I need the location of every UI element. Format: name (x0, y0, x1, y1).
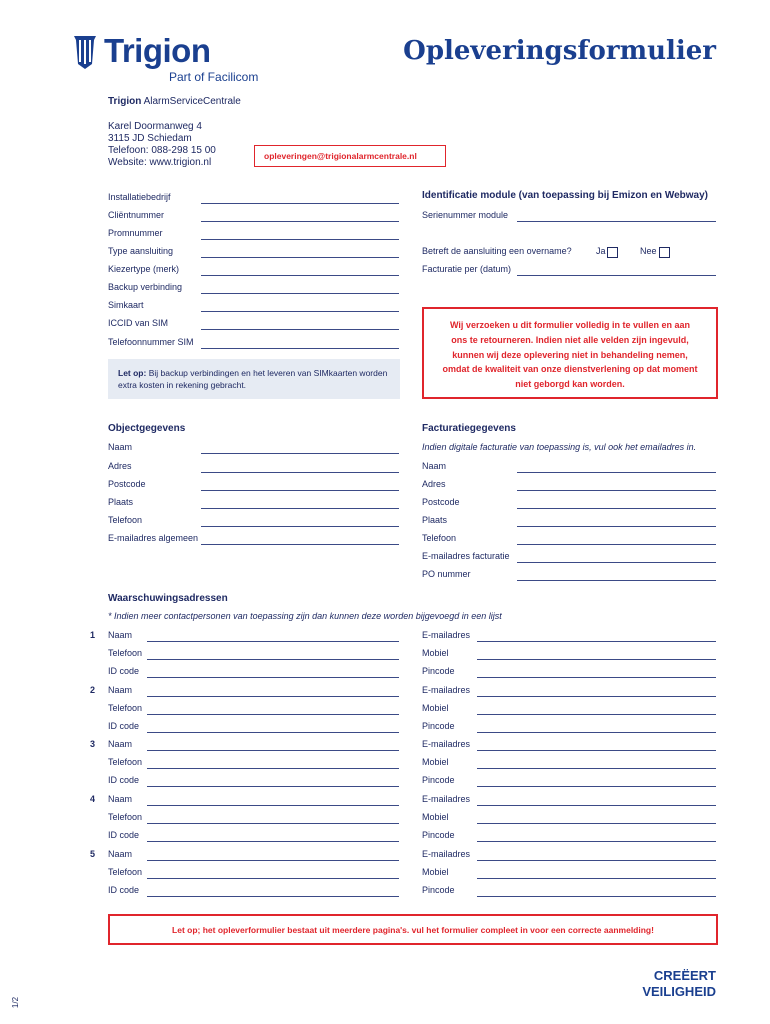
logo-subtitle: Part of Facilicom (169, 70, 259, 84)
contact-field-label: Mobiel (422, 757, 449, 767)
object-field-label: Postcode (108, 479, 146, 489)
object-field-input[interactable] (201, 490, 399, 491)
slogan-line-2: VEILIGHEID (642, 984, 716, 999)
contact-field-input[interactable] (147, 860, 399, 861)
contact-field-input[interactable] (147, 896, 399, 897)
billing-date-input[interactable] (517, 275, 716, 276)
contact-field-input[interactable] (147, 732, 399, 733)
contact-field-label: Telefoon (108, 703, 143, 713)
contact-field-input[interactable] (477, 732, 716, 733)
installation-field-label: Kiezertype (merk) (108, 264, 180, 274)
billing-field-label: Postcode (422, 497, 460, 507)
contact-field-label: Pincode (422, 666, 455, 676)
serial-label: Serienummer module (422, 210, 509, 220)
contact-field-label: ID code (108, 721, 140, 731)
billing-field-label: E-mailadres facturatie (422, 551, 510, 561)
billing-field-input[interactable] (517, 508, 716, 509)
takeover-question: Betreft de aansluiting een overname? (422, 246, 572, 256)
email-address: opleveringen@trigionalarmcentrale.nl (264, 151, 417, 161)
backup-note (108, 359, 400, 399)
installation-field-input[interactable] (201, 221, 399, 222)
contact-field-input[interactable] (477, 805, 716, 806)
installation-field-input[interactable] (201, 203, 399, 204)
contact-field-input[interactable] (147, 641, 399, 642)
contact-field-label: Mobiel (422, 648, 449, 658)
organization-rest: AlarmServiceCentrale (141, 96, 241, 107)
installation-field-input[interactable] (201, 329, 399, 330)
contact-field-label: Mobiel (422, 867, 449, 877)
contact-field-input[interactable] (477, 878, 716, 879)
slogan-line-1: CREËERT (653, 968, 716, 983)
yes-checkbox[interactable] (607, 247, 618, 258)
completion-warning-text: Wij verzoeken u dit formulier volledig in te vullen en aan ons te retourneren. Indien niet alle velden zijn ingevuld, kunnen wij deze oplevering niet in behandeling nemen, omdat de kwaliteit van onze dienstverlening op dat moment niet geborgd kan worden. (442, 320, 698, 390)
contact-field-label: Telefoon (108, 867, 143, 877)
contact-field-label: ID code (108, 775, 140, 785)
object-heading: Objectgegevens (108, 423, 186, 434)
contact-field-label: Naam (108, 685, 133, 695)
warning-addresses-heading: Waarschuwingsadressen (108, 593, 228, 604)
object-field-input[interactable] (201, 526, 399, 527)
contact-field-input[interactable] (477, 714, 716, 715)
address-city: 3115 JD Schiedam (108, 133, 192, 144)
contact-field-label: Naam (108, 849, 133, 859)
note-label: Let op: (118, 368, 147, 378)
contact-field-label: Mobiel (422, 812, 449, 822)
installation-field-label: Simkaart (108, 300, 144, 310)
billing-field-label: Adres (422, 479, 446, 489)
billing-note: Indien digitale facturatie van toepassing is, vul ook het emailadres in. (422, 442, 697, 452)
contact-field-input[interactable] (477, 641, 716, 642)
installation-field-label: Type aansluiting (108, 246, 174, 256)
yes-label: Ja (596, 246, 606, 256)
contact-field-input[interactable] (477, 768, 716, 769)
contact-field-label: E-mailadres (422, 630, 471, 640)
contact-field-label: ID code (108, 666, 140, 676)
no-label: Nee (640, 246, 657, 256)
billing-field-input[interactable] (517, 544, 716, 545)
address-street: Karel Doormanweg 4 (108, 121, 202, 132)
contact-field-label: E-mailadres (422, 685, 471, 695)
billing-field-input[interactable] (517, 580, 716, 581)
contact-field-input[interactable] (477, 659, 716, 660)
contact-number: 1 (90, 630, 96, 640)
contact-field-input[interactable] (477, 750, 716, 751)
contact-field-label: Naam (108, 739, 133, 749)
installation-field-label: Promnummer (108, 228, 163, 238)
billing-field-input[interactable] (517, 472, 716, 473)
contact-field-input[interactable] (147, 841, 399, 842)
contact-field-label: Pincode (422, 885, 455, 895)
contact-field-input[interactable] (477, 696, 716, 697)
contact-field-input[interactable] (147, 750, 399, 751)
contact-field-input[interactable] (147, 714, 399, 715)
organization-bold: Trigion (108, 96, 142, 107)
installation-field-label: Telefoonnummer SIM (108, 337, 194, 347)
billing-heading: Facturatiegegevens (422, 423, 516, 434)
contact-field-input[interactable] (477, 823, 716, 824)
billing-field-label: PO nummer (422, 569, 471, 579)
email-box[interactable] (254, 145, 446, 167)
object-field-input[interactable] (201, 544, 399, 545)
installation-field-label: Backup verbinding (108, 282, 183, 292)
installation-field-label: Cliëntnummer (108, 210, 165, 220)
installation-field-input[interactable] (201, 311, 399, 312)
contact-field-input[interactable] (477, 786, 716, 787)
identification-heading: Identificatie module (van toepassing bij Emizon en Webway) (422, 190, 708, 201)
contact-field-input[interactable] (477, 896, 716, 897)
contact-field-input[interactable] (147, 878, 399, 879)
contact-number: 5 (90, 849, 96, 859)
installation-field-label: ICCID van SIM (108, 318, 169, 328)
billing-field-input[interactable] (517, 490, 716, 491)
completion-warning (422, 307, 718, 399)
object-field-label: Adres (108, 461, 132, 471)
contact-field-input[interactable] (477, 677, 716, 678)
no-checkbox[interactable] (659, 247, 670, 258)
object-field-label: Naam (108, 442, 133, 452)
pages-notice-text: Let op; het opleverformulier bestaat uit meerdere pagina's. vul het formulier compleet in voor een correcte aanmelding! (172, 925, 654, 935)
billing-field-input[interactable] (517, 562, 716, 563)
contact-field-label: ID code (108, 830, 140, 840)
contact-field-label: E-mailadres (422, 794, 471, 804)
contact-field-label: Telefoon (108, 757, 143, 767)
pages-notice (108, 914, 718, 945)
contact-field-input[interactable] (147, 768, 399, 769)
contact-number: 3 (90, 739, 96, 749)
logo-name: Trigion (104, 32, 211, 69)
billing-field-label: Telefoon (422, 533, 457, 543)
object-field-input[interactable] (201, 453, 399, 454)
contact-field-label: Naam (108, 794, 133, 804)
contact-field-input[interactable] (147, 696, 399, 697)
installation-field-input[interactable] (201, 257, 399, 258)
contact-field-input[interactable] (477, 860, 716, 861)
object-field-label: E-mailadres algemeen (108, 533, 199, 543)
billing-field-input[interactable] (517, 526, 716, 527)
installation-field-input[interactable] (201, 293, 399, 294)
contact-field-label: Pincode (422, 775, 455, 785)
object-field-label: Telefoon (108, 515, 143, 525)
contact-field-input[interactable] (477, 841, 716, 842)
contact-field-label: Telefoon (108, 648, 143, 658)
note-text: Bij backup verbindingen en het leveren van SIMkaarten worden extra kosten in rekening gebracht. (118, 368, 388, 390)
billing-field-label: Plaats (422, 515, 448, 525)
installation-field-input[interactable] (201, 348, 399, 349)
installation-field-label: Installatiebedrijf (108, 192, 171, 202)
form-title: Opleveringsformulier (403, 36, 716, 66)
object-field-input[interactable] (201, 508, 399, 509)
contact-field-label: E-mailadres (422, 739, 471, 749)
contact-field-label: ID code (108, 885, 140, 895)
contact-field-input[interactable] (147, 805, 399, 806)
contact-field-label: Pincode (422, 721, 455, 731)
contact-field-label: Naam (108, 630, 133, 640)
object-field-label: Plaats (108, 497, 134, 507)
contact-field-input[interactable] (147, 786, 399, 787)
contact-field-label: Mobiel (422, 703, 449, 713)
page-number: 1/2 (11, 996, 21, 1009)
contact-field-input[interactable] (147, 659, 399, 660)
contact-field-label: E-mailadres (422, 849, 471, 859)
trigion-emblem-icon (72, 34, 98, 70)
contact-number: 4 (90, 794, 96, 804)
installation-field-input[interactable] (201, 239, 399, 240)
contact-number: 2 (90, 685, 96, 695)
installation-field-input[interactable] (201, 275, 399, 276)
contact-field-label: Telefoon (108, 812, 143, 822)
contact-field-input[interactable] (147, 823, 399, 824)
contact-field-label: Pincode (422, 830, 455, 840)
website: Website: www.trigion.nl (108, 157, 212, 168)
billing-date-label: Facturatie per (datum) (422, 264, 512, 274)
organization (108, 96, 241, 107)
serial-input[interactable] (517, 221, 716, 222)
warning-addresses-note: * Indien meer contactpersonen van toepassing zijn dan kunnen deze worden bijgevoegd in een lijst (108, 611, 502, 621)
billing-field-label: Naam (422, 461, 447, 471)
phone-number: Telefoon: 088-298 15 00 (108, 145, 216, 156)
object-field-input[interactable] (201, 472, 399, 473)
contact-field-input[interactable] (147, 677, 399, 678)
